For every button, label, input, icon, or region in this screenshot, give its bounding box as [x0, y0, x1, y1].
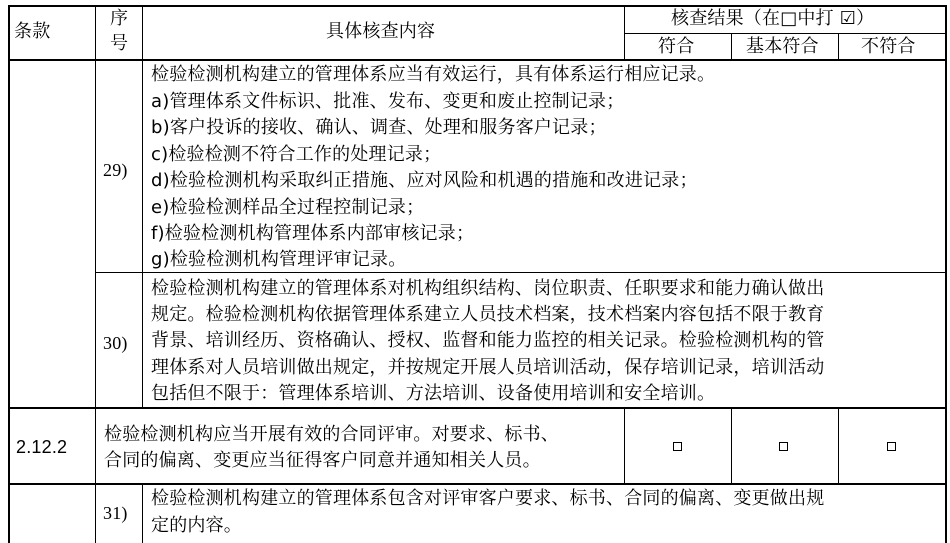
header-bottom-border — [8, 59, 946, 61]
header-col-nonconform: 不符合 — [861, 36, 916, 57]
header-col-basic: 基本符合 — [746, 36, 819, 57]
row-2122-clause: 2.12.2 — [16, 437, 68, 457]
section-divider — [8, 407, 946, 409]
clause-col-line-b — [95, 483, 96, 543]
row29-bottom-border — [95, 272, 946, 273]
row29-line-2: a)管理体系文件标识、批准、发布、变更和废止控制记录； — [151, 91, 625, 112]
nonconform-col-line — [838, 33, 839, 60]
row-2122-check-line-3 — [838, 407, 839, 484]
result-subheader-line — [624, 33, 946, 34]
checkbox-basic[interactable] — [779, 442, 788, 451]
row30-line-1: 检验检测机构建立的管理体系对机构组织结构、岗位职责、任职要求和能力确认做出 — [151, 278, 825, 299]
row29-line-8: g)检验检测机构管理评审记录。 — [151, 249, 407, 270]
row-2122-clause-line — [95, 407, 96, 484]
row31-line-1: 检验检测机构建立的管理体系包含对评审客户要求、标书、合同的偏离、变更做出规 — [151, 488, 825, 509]
row30-line-2: 规定。检验检测机构依据管理体系建立人员技术档案，技术档案内容包括不限于教育 — [151, 304, 825, 325]
row29-line-7: f)检验检测机构管理体系内部审核记录； — [151, 223, 475, 244]
table-border-left — [8, 5, 10, 543]
section-divider-2 — [8, 483, 946, 485]
seq-col-line-b — [142, 483, 143, 543]
clause-col-line-a — [95, 5, 96, 407]
row29-line-6: e)检验检测样品全过程控制记录； — [151, 197, 425, 218]
table-border-top — [8, 5, 946, 7]
row30-seq: 30) — [103, 333, 128, 353]
row30-line-5: 包括但不限于：管理体系培训、方法培训、设备使用培训和安全培训。 — [151, 383, 716, 404]
header-result: 核查结果（在□中打 ☑） — [671, 8, 875, 29]
header-content: 具体核查内容 — [326, 21, 436, 42]
row31-line-2: 定的内容。 — [151, 515, 242, 536]
row29-seq: 29) — [103, 160, 128, 180]
row-2122-line-2: 合同的偏离、变更应当征得客户同意并通知相关人员。 — [104, 450, 541, 471]
header-col-conform: 符合 — [658, 36, 695, 57]
header-clause: 条款 — [14, 21, 51, 42]
row29-line-3: b)客户投诉的接收、确认、调查、处理和服务客户记录； — [151, 117, 607, 138]
header-seq-line1: 序 — [110, 8, 129, 29]
result-col-line — [624, 5, 625, 60]
checkbox-conform[interactable] — [673, 442, 682, 451]
row31-seq: 31) — [103, 503, 128, 523]
seq-col-line-a — [142, 5, 143, 407]
row29-line-5: d)检验检测机构采取纠正措施、应对风险和机遇的措施和改进记录； — [151, 170, 698, 191]
row30-line-4: 理体系对人员培训做出规定，并按规定开展人员培训活动，保存培训记录，培训活动 — [151, 357, 825, 378]
checkbox-nonconform[interactable] — [887, 442, 896, 451]
table-border-right — [945, 5, 947, 543]
row-2122-check-line-1 — [624, 407, 625, 484]
row-2122-line-1: 检验检测机构应当开展有效的合同评审。对要求、标书、 — [104, 424, 559, 445]
row29-line-1: 检验检测机构建立的管理体系应当有效运行，具有体系运行相应记录。 — [151, 64, 716, 85]
basic-col-line — [731, 33, 732, 60]
row29-line-4: c)检验检测不符合工作的处理记录； — [151, 144, 442, 165]
row30-line-3: 背景、培训经历、资格确认、授权、监督和能力监控的相关记录。检验检测机构的管 — [151, 330, 825, 351]
header-seq-line2: 号 — [110, 33, 129, 54]
row-2122-check-line-2 — [731, 407, 732, 484]
